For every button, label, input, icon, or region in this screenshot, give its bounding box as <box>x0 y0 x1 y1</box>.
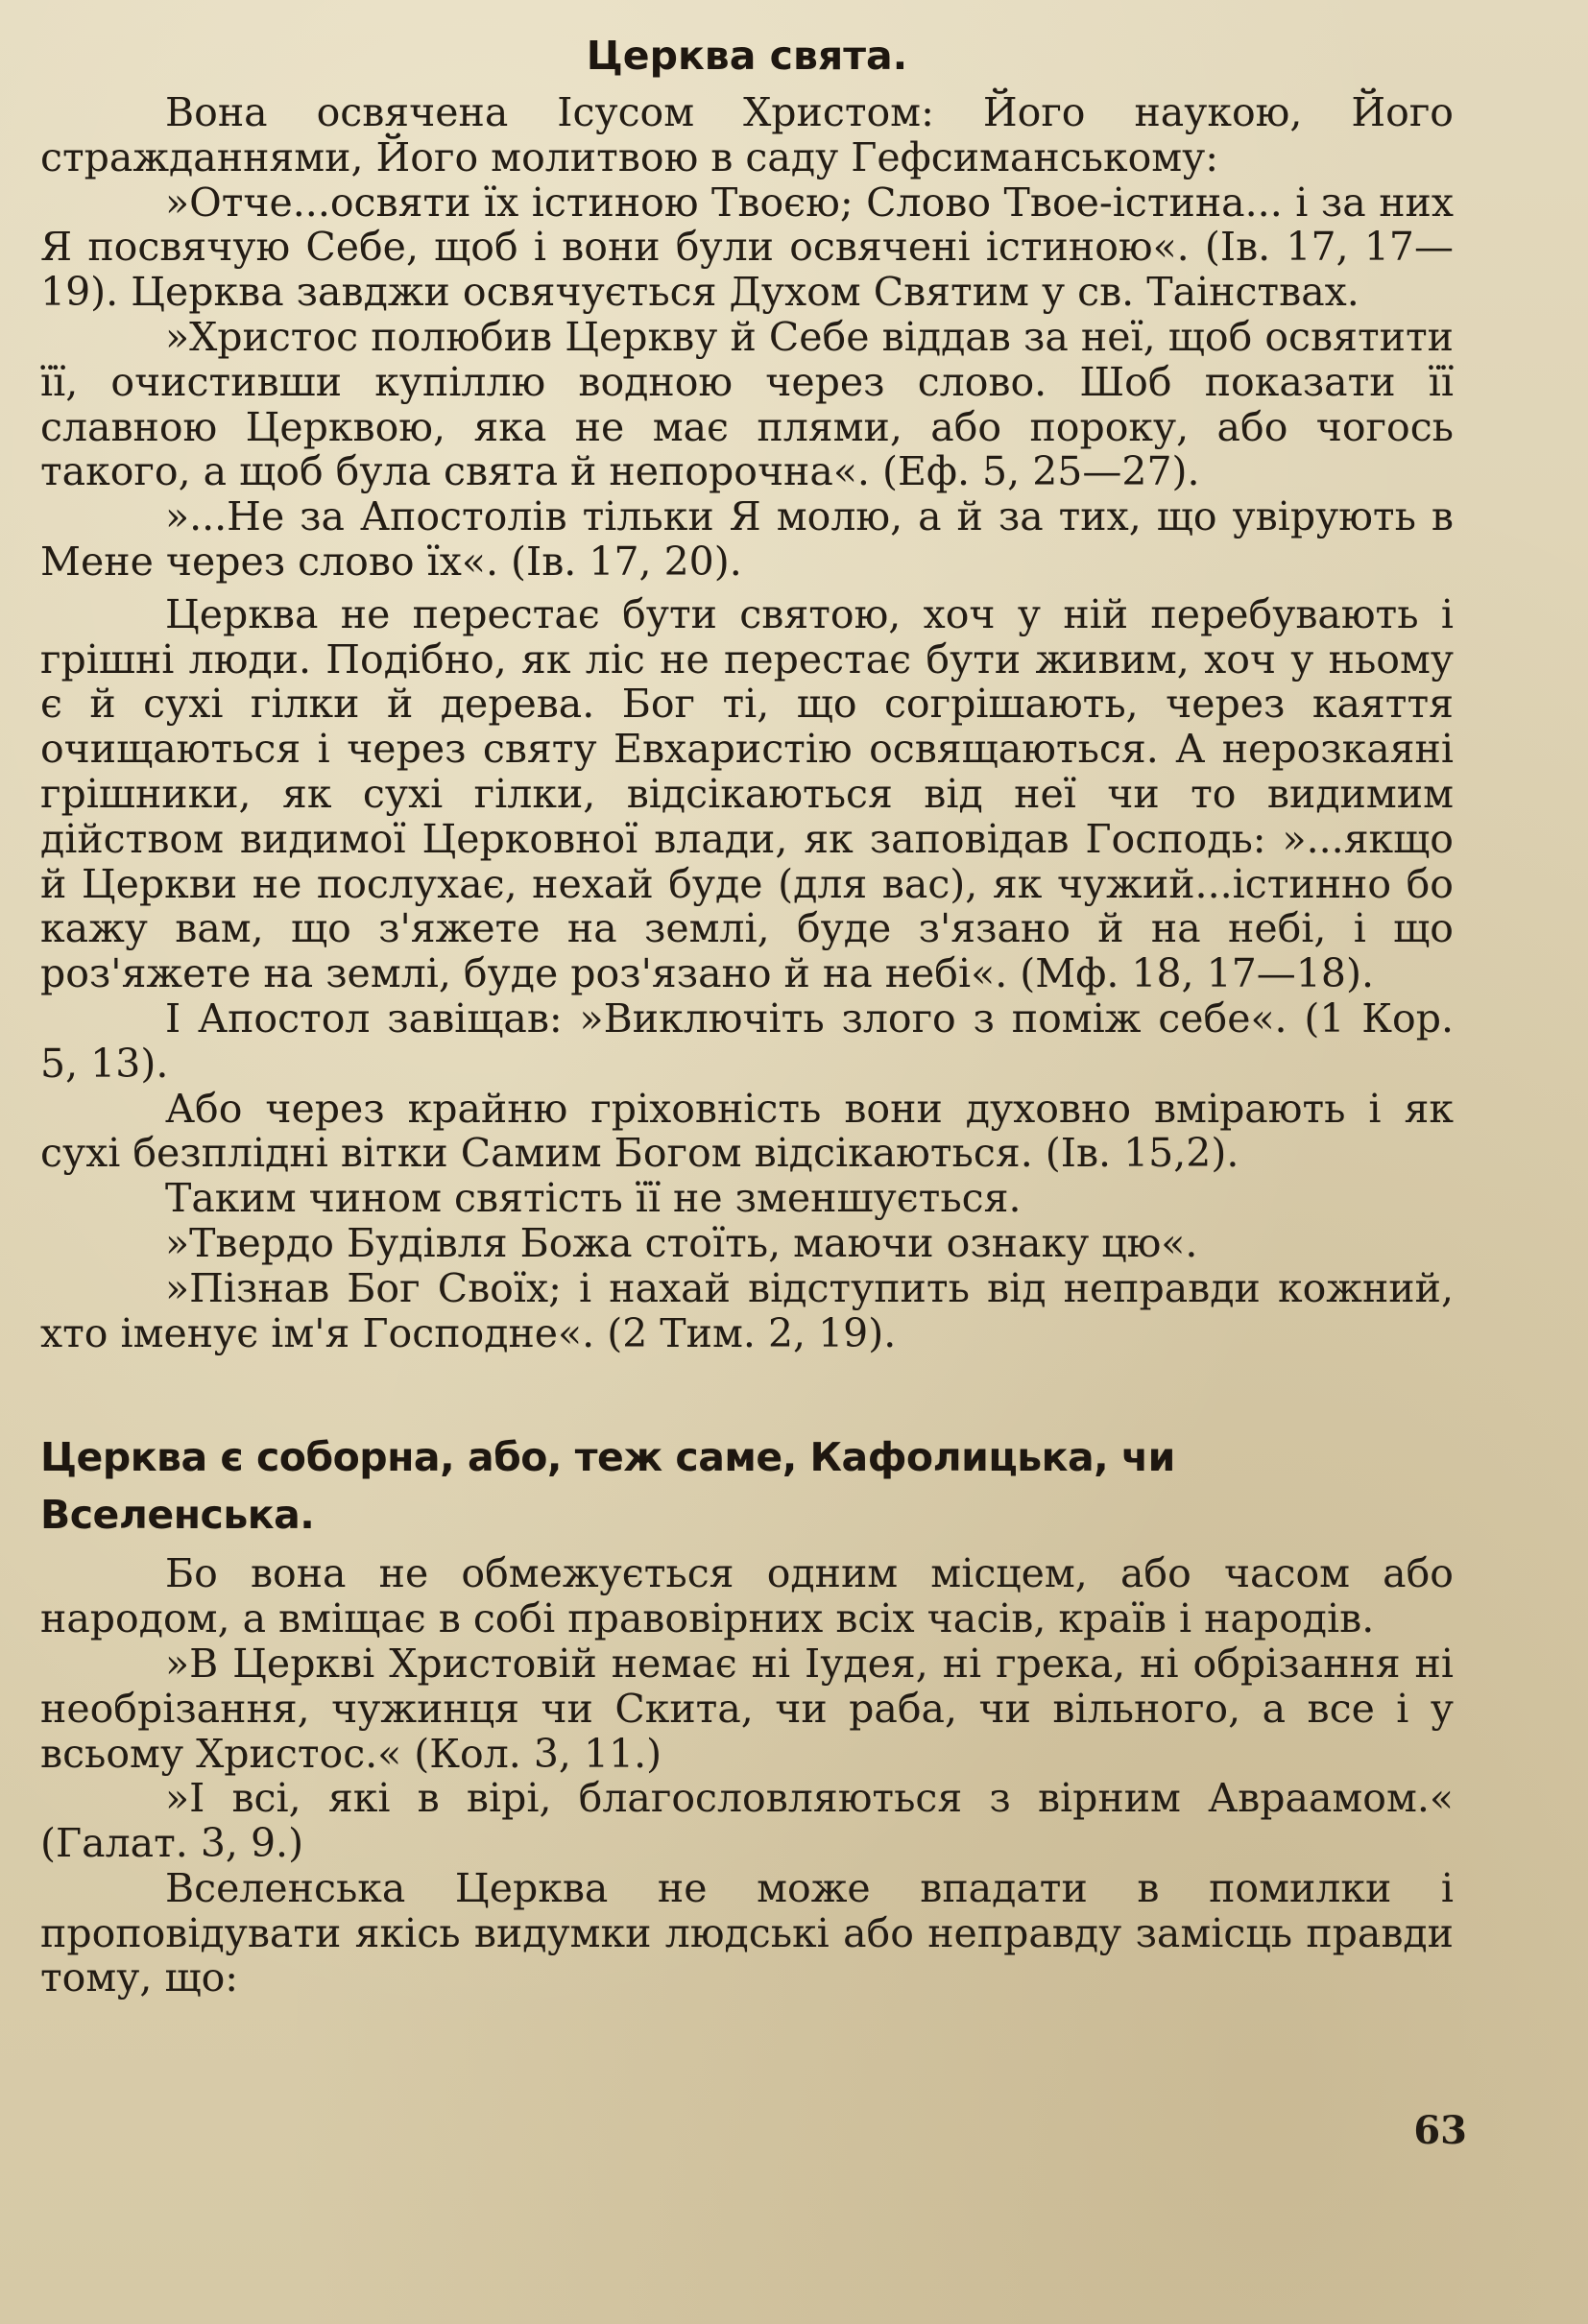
paragraph: »В Церкві Христовій немає ні Іудея, ні грека, ні обрізання ні необрізання, чужинця чи Скита, чи раба, чи вільного, а все і у всьому Христос.« (Кол. 3, 11.) <box>40 1640 1454 1777</box>
paragraph: »Христос полюбив Церкву й Себе віддав за неї, щоб освятити її, очистивши купіллю водною через слово. Шоб показати її славною Церквою, яка не має плями, або пороку, або чогось такого, а щоб була свята й непорочна«. (Еф. 5, 25—27). <box>40 313 1454 495</box>
paragraph: Бо вона не обмежується одним місцем, або часом або народом, а вміщає в собі правовірних всіх часів, країв і народів. <box>40 1550 1454 1642</box>
paragraph: Церква не перестає бути святою, хоч у ній перебувають і грішні люди. Подібно, як ліс не перестає бути живим, хоч у ньому є й сухі гілки й дерева. Бог ті, що согрішають, через каяття очищаються і через святу Евхаристію освящаються. А нерозкаяні грішники, як сухі гілки, відсікаються від неї чи то видимим дійством видимої Церковної влади, як заповідав Господь: »...якщо й Церкви не послухає, нехай буде (для вас), як чужий...істинно бо кажу вам, що з'яжете на землі, буде з'язано й на небі, і що роз'яжете на землі, буде роз'язано й на небі«. (Мф. 18, 17—18). <box>40 590 1454 997</box>
paragraph: І Апостол завіщав: »Виключіть злого з поміж себе«. (1 Кор. 5, 13). <box>40 994 1454 1087</box>
paragraph: »Пізнав Бог Своїх; і нахай відступить від неправди кожний, хто іменує ім'я Господне«. (2 Тим. 2, 19). <box>40 1264 1454 1356</box>
paragraph: Вона освячена Ісусом Христом: Його наукою, Його стражданнями, Його молитвою в саду Гефсиманському: <box>40 89 1454 180</box>
paragraph: »І всі, які в вірі, благословляються з вірним Авраамом.« (Галат. 3, 9.) <box>40 1775 1454 1867</box>
paragraph: Вселенська Церква не може впадати в помилки і проповідувати якісь видумки людські або неправду замісць правди тому, що: <box>40 1864 1454 2001</box>
paragraph: »Отче...освяти їх істиною Твоєю; Слово Твое-істина... і за них Я посвячую Себе, щоб і вони були освячені істиною«. (Ів. 17, 17—19). Церква завджи освячується Духом Святим у св. Таінствах. <box>40 179 1454 316</box>
paragraph: »...Не за Апостолів тільки Я молю, а й за тих, що увірують в Мене через слово їх«. (Ів. 17, 20). <box>40 493 1454 585</box>
holiness-continued-section <box>40 592 1454 1356</box>
section-heading-holy-church: Церква свята. <box>586 33 908 79</box>
page-number: 63 <box>1413 2108 1467 2153</box>
paragraph: »Твердо Будівля Божа стоїть, маючи ознаку цю«. <box>165 1219 1198 1266</box>
paragraph: Або через крайню гріховність вони духовно вмірають і як сухі безплідні вітки Самим Богом відсікаються. (Ів. 15,2). <box>40 1085 1454 1177</box>
paragraph: Таким чином святість її не зменшується. <box>165 1175 1022 1222</box>
holy-church-section <box>40 90 1454 585</box>
section-heading-catholic-church: Церква є соборна, або, теж саме, Кафолицька, чи Вселенська. <box>40 1434 1175 1539</box>
catholic-church-section <box>40 1551 1454 2001</box>
